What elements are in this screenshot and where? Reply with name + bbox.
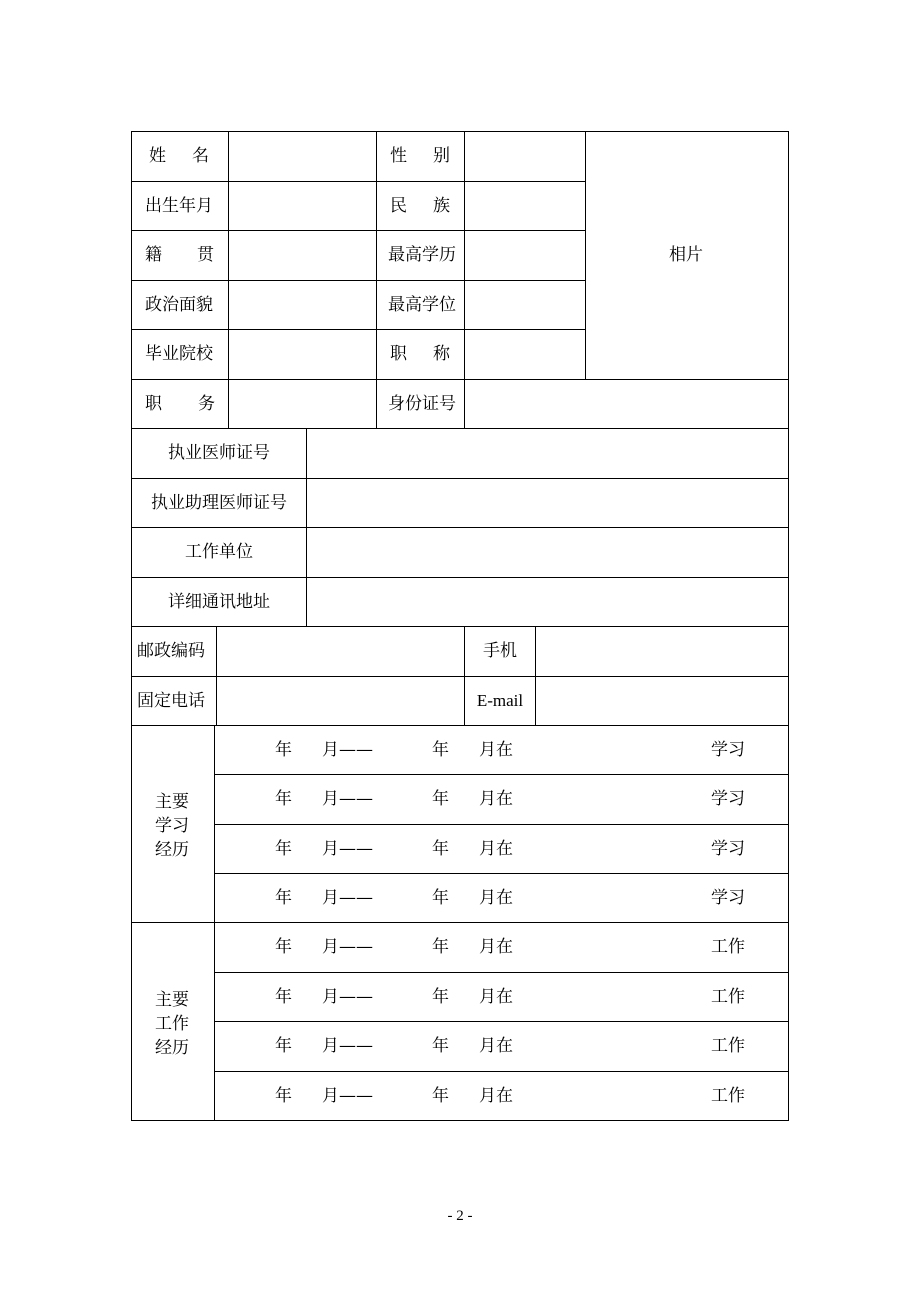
study-row-year2: 年 [432,740,449,760]
row-divider [214,1071,789,1072]
mobile-label: 手机 [483,641,517,661]
work-row-month1: 月—— [322,1036,373,1056]
row-divider [214,774,789,775]
col-divider [464,626,465,726]
work-row-tail: 工作 [711,1036,745,1056]
row-divider [131,922,789,923]
row-divider [131,676,789,677]
work-row-tail: 工作 [711,987,745,1007]
work-row-month2: 月在 [479,1086,513,1106]
work-row-year1: 年 [275,987,292,1007]
row-divider [131,280,586,281]
row-divider [131,577,789,578]
work-row-month2: 月在 [479,937,513,957]
row-divider [131,181,586,182]
work-row-month1: 月—— [322,987,373,1007]
row-divider [131,428,789,429]
work-row-year1: 年 [275,1086,292,1106]
work-row-year2: 年 [432,1086,449,1106]
study-row-month2: 月在 [479,888,513,908]
work-row-year1: 年 [275,1036,292,1056]
row-divider [214,972,789,973]
work-row-month1: 月—— [322,1086,373,1106]
col-divider [228,131,229,429]
study-row-tail: 学习 [711,839,745,859]
title-label: 职 称 [390,344,450,364]
col-divider [535,626,536,726]
study-row-year2: 年 [432,789,449,809]
assistant-license-label: 执业助理医师证号 [151,493,287,513]
row-divider [214,1021,789,1022]
col-divider [585,131,586,380]
school-label: 毕业院校 [145,344,213,364]
gender-label: 性 别 [390,146,450,166]
study-row-year1: 年 [275,888,292,908]
col-divider [306,428,307,627]
education-label: 最高学历 [388,245,456,265]
postcode-label: 邮政编码 [137,641,205,661]
row-divider [131,478,789,479]
position-label: 职 务 [145,394,215,414]
study-row-tail: 学习 [711,789,745,809]
study-row-month1: 月—— [322,888,373,908]
study-row-month1: 月—— [322,839,373,859]
study-row-year2: 年 [432,888,449,908]
study-row-year1: 年 [275,740,292,760]
work-row-year2: 年 [432,1036,449,1056]
email-label: E-mail [476,691,524,710]
name-label: 姓 名 [149,146,209,166]
col-divider [216,626,217,726]
study-row-month1: 月—— [322,789,373,809]
political-status-label: 政治面貌 [145,295,213,315]
license-label: 执业医师证号 [168,443,270,463]
work-row-year1: 年 [275,937,292,957]
work-row-tail: 工作 [711,1086,745,1106]
id-number-label: 身份证号 [388,394,456,414]
study-row-year1: 年 [275,789,292,809]
work-section-label: 主要 工作 经历 [155,990,189,1058]
work-row-tail: 工作 [711,937,745,957]
study-row-month2: 月在 [479,740,513,760]
study-row-tail: 学习 [711,740,745,760]
employer-label: 工作单位 [185,542,253,562]
phone-label: 固定电话 [137,691,205,711]
photo-label: 相片 [669,245,703,265]
row-divider [214,873,789,874]
col-divider [376,131,377,429]
work-row-month2: 月在 [479,987,513,1007]
ethnicity-label: 民 族 [390,196,450,216]
row-divider [131,527,789,528]
row-divider [214,824,789,825]
work-row-year2: 年 [432,987,449,1007]
col-divider [464,131,465,429]
study-row-month2: 月在 [479,789,513,809]
address-label: 详细通讯地址 [168,592,270,612]
study-row-tail: 学习 [711,888,745,908]
page-number: - 2 - [447,1208,473,1224]
row-divider [131,329,586,330]
row-divider [131,230,586,231]
work-row-month1: 月—— [322,937,373,957]
row-divider [131,379,789,380]
col-divider [214,725,215,1121]
native-place-label: 籍 贯 [145,245,214,265]
study-row-year2: 年 [432,839,449,859]
row-divider [131,626,789,627]
row-divider [131,725,789,726]
work-row-year2: 年 [432,937,449,957]
study-row-month1: 月—— [322,740,373,760]
work-row-month2: 月在 [479,1036,513,1056]
birth-label: 出生年月 [145,196,213,216]
study-section-label: 主要 学习 经历 [155,792,189,860]
degree-label: 最高学位 [388,295,456,315]
study-row-year1: 年 [275,839,292,859]
study-row-month2: 月在 [479,839,513,859]
